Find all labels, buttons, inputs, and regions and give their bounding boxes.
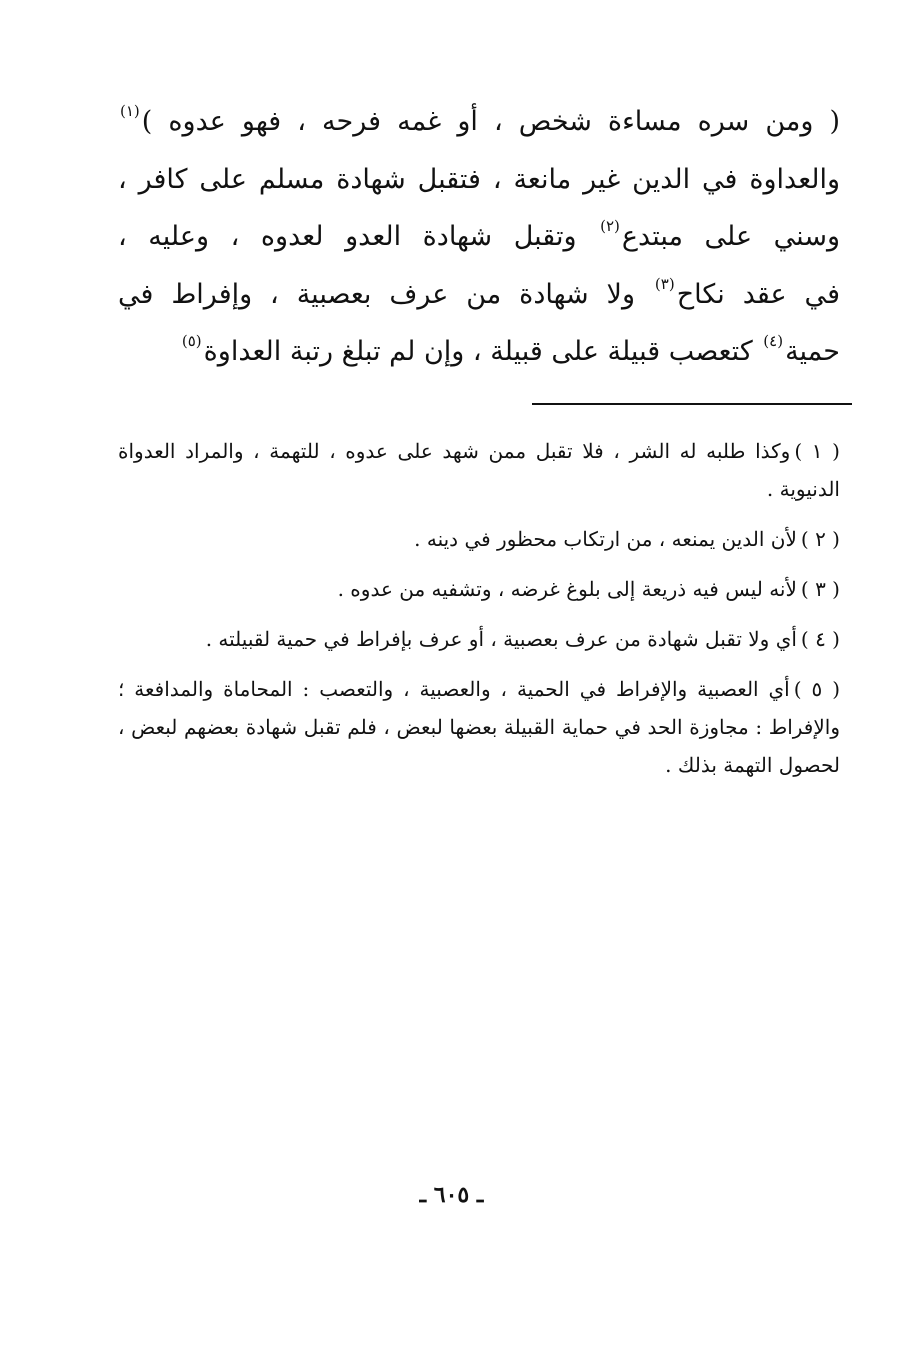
footnote-4 [118, 620, 840, 658]
footnote-marker-1[interactable]: (١) [120, 102, 140, 120]
footnote-marker-2[interactable]: (٢) [600, 217, 620, 235]
footnote-5-number: ( ٥ ) [793, 677, 840, 701]
main-line-4-before: في عقد نكاح [676, 278, 840, 310]
main-line-1-text: ( ومن سره مساءة شخص ، أو غمه فرحه ، فهو عدوه ) [141, 106, 840, 137]
footnotes-section [118, 432, 840, 796]
main-line-3 [118, 208, 840, 266]
footnote-2-text: لأن الدين يمنعه ، من ارتكاب محظور في دينه . [414, 527, 797, 551]
footnote-4-number: ( ٤ ) [800, 627, 840, 651]
main-line-4 [118, 266, 840, 324]
footnote-2 [118, 520, 840, 558]
footnote-2-number: ( ٢ ) [800, 527, 840, 551]
main-line-4-after: ولا شهادة من عرف بعصبية ، وإفراط في [118, 278, 635, 310]
main-line-5-after: كتعصب قبيلة على قبيلة ، وإن لم تبلغ رتبة العداوة [203, 336, 753, 367]
footnote-1-number: ( ١ ) [794, 439, 840, 463]
footnote-marker-5[interactable]: (٥) [181, 332, 202, 350]
footnote-3 [118, 570, 840, 608]
footnote-divider [532, 403, 852, 405]
footnote-4-text: أي ولا تقبل شهادة من عرف بعصبية ، أو عرف بإفراط في حمية لقبيلته . [205, 627, 797, 651]
main-line-5-before: حمية [785, 336, 840, 367]
footnote-1-text: وكذا طلبه له الشر ، فلا تقبل ممن شهد على عدوه ، للتهمة ، والمراد العدواة الدنيوية . [118, 439, 840, 501]
main-line-2-text: والعداوة في الدين غير مانعة ، فتقبل شهادة مسلم على كافر ، [118, 163, 840, 195]
main-text-block [118, 93, 840, 381]
footnote-5 [118, 670, 840, 784]
footnote-marker-4[interactable]: (٤) [763, 332, 784, 350]
main-line-2 [118, 151, 840, 209]
footnote-5-text: أي العصبية والإفراط في الحمية ، والعصبية ، والتعصب : المحاماة والمدافعة ؛ والإفراط : مجاوزة الحد في حماية القبيلة بعضها لبعض ، فلم تقبل شهادة بعضهم لبعض ، لحصول التهمة بذلك . [118, 677, 840, 777]
footnote-marker-3[interactable]: (٣) [654, 274, 675, 293]
page-number: ـ ٦٠٥ ـ [419, 1182, 484, 1208]
main-line-3-after: وتقبل شهادة العدو لعدوه ، وعليه ، [118, 221, 577, 252]
footnote-1 [118, 432, 840, 508]
main-line-3-before: وسني على مبتدع [621, 221, 840, 252]
footnote-3-number: ( ٣ ) [800, 577, 840, 601]
main-line-1 [118, 93, 840, 151]
footnote-3-text: لأنه ليس فيه ذريعة إلى بلوغ غرضه ، وتشفيه من عدوه . [337, 577, 797, 601]
main-line-5 [118, 323, 840, 381]
